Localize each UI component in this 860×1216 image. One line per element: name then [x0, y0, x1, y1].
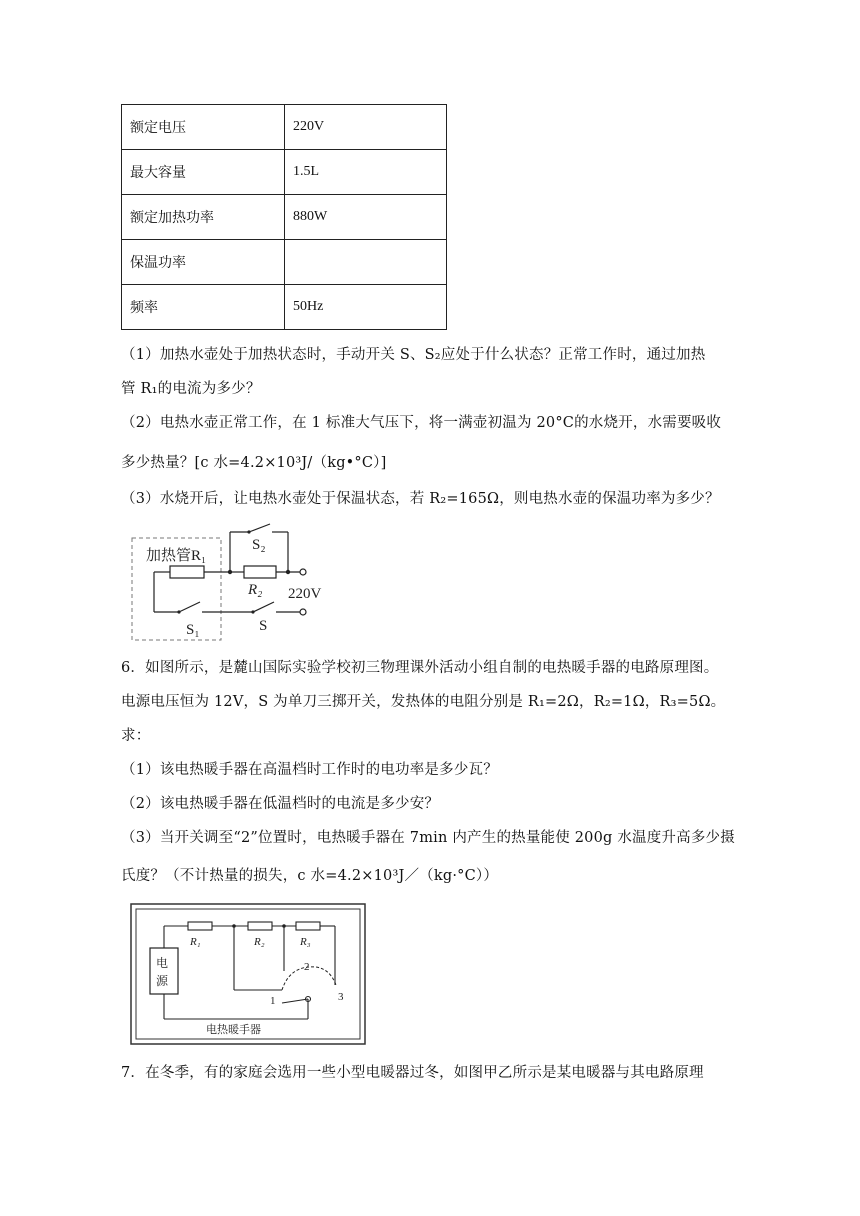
diagram-caption: 电热暖手器 — [206, 1024, 261, 1036]
q6-line2: 电源电压恒为 12V，S 为单刀三掷开关，发热体的电阻分别是 R₁=2Ω，R₂=1Ω，R₃=5Ω。 — [121, 694, 726, 710]
pos2-label: 2 — [304, 961, 310, 973]
table-cell-value: 880W — [285, 195, 447, 240]
q6-part3-line1: （3）当开关调至“2”位置时，电热暖手器在 7min 内产生的热量能使 200g 水温度升高多少摄 — [121, 830, 735, 846]
s2-switch — [249, 524, 270, 532]
s1-switch — [179, 602, 200, 612]
r1-resistor — [188, 922, 212, 930]
q7-line1: 7．在冬季，有的家庭会选用一些小型电暖器过冬，如图甲乙所示是某电暖器与其电路原理 — [121, 1065, 704, 1081]
s-switch — [253, 602, 274, 612]
box-label: 加热管R₁ — [146, 548, 207, 564]
r2-label: R₂ — [248, 582, 263, 598]
s1-label: S₁ — [186, 622, 200, 638]
table-cell-key: 额定电压 — [122, 105, 285, 150]
table-cell-key: 保温功率 — [122, 240, 285, 285]
r2-resistor — [248, 922, 272, 930]
q5-part1-line1: （1）加热水壶处于加热状态时，手动开关 S、S₂应处于什么状态？正常工作时，通过加热 — [121, 347, 706, 363]
r3-label: R₃ — [300, 936, 311, 948]
q6-part1: （1）该电热暖手器在高温档时工作时的电功率是多少瓦？ — [121, 762, 498, 778]
q5-part1-line2: 管 R₁的电流为多少？ — [121, 381, 261, 397]
r1-label: R₁ — [190, 936, 201, 948]
table-cell-key: 频率 — [122, 285, 285, 330]
table-cell-key: 最大容量 — [122, 150, 285, 195]
table-cell-key: 额定加热功率 — [122, 195, 285, 240]
source-label-2: 源 — [156, 974, 169, 988]
switch-blade — [282, 999, 308, 1003]
r2-resistor — [244, 566, 276, 578]
table-cell-value — [285, 240, 447, 285]
r2-label: R₂ — [254, 936, 265, 948]
q6-part3-line2: 氏度？（不计热量的损失，c 水=4.2×10³J／（kg·°C）） — [121, 868, 499, 884]
s2-label: S₂ — [252, 537, 266, 553]
terminal-bottom — [300, 609, 306, 615]
table-row — [122, 285, 447, 330]
r3-resistor — [296, 922, 320, 930]
table-cell-value: 220V — [285, 105, 447, 150]
q6-line3: 求： — [121, 728, 151, 744]
q6-line1: 6．如图所示，是麓山国际实验学校初三物理课外活动小组自制的电热暖手器的电路原理图。 — [121, 660, 719, 676]
hand-warmer-circuit-diagram — [130, 903, 366, 1045]
table-cell-value: 1.5L — [285, 150, 447, 195]
table-row — [122, 150, 447, 195]
table-cell-value: 50Hz — [285, 285, 447, 330]
source-label-1: 电 — [156, 956, 169, 970]
q5-part3: （3）水烧开后，让电热水壶处于保温状态，若 R₂=165Ω，则电热水壶的保温功率为多少？ — [121, 491, 720, 507]
terminal-top — [300, 569, 306, 575]
r1-resistor — [170, 566, 204, 578]
pos3-label: 3 — [338, 991, 344, 1003]
q6-part2: （2）该电热暖手器在低温档时的电流是多少安？ — [121, 796, 440, 812]
q5-part2-line2: 多少热量？[c 水=4.2×10³J/（kg•°C）] — [121, 455, 387, 471]
voltage-label: 220V — [288, 586, 322, 602]
pos1-label: 1 — [270, 995, 276, 1007]
kettle-circuit-diagram — [128, 522, 338, 644]
q5-part2-line1: （2）电热水壶正常工作，在 1 标准大气压下，将一满壶初温为 20°C的水烧开，水需要吸收 — [121, 415, 722, 431]
table-row — [122, 195, 447, 240]
s-label: S — [259, 618, 268, 634]
table-row — [122, 240, 447, 285]
spec-table — [121, 104, 447, 330]
table-row — [122, 105, 447, 150]
